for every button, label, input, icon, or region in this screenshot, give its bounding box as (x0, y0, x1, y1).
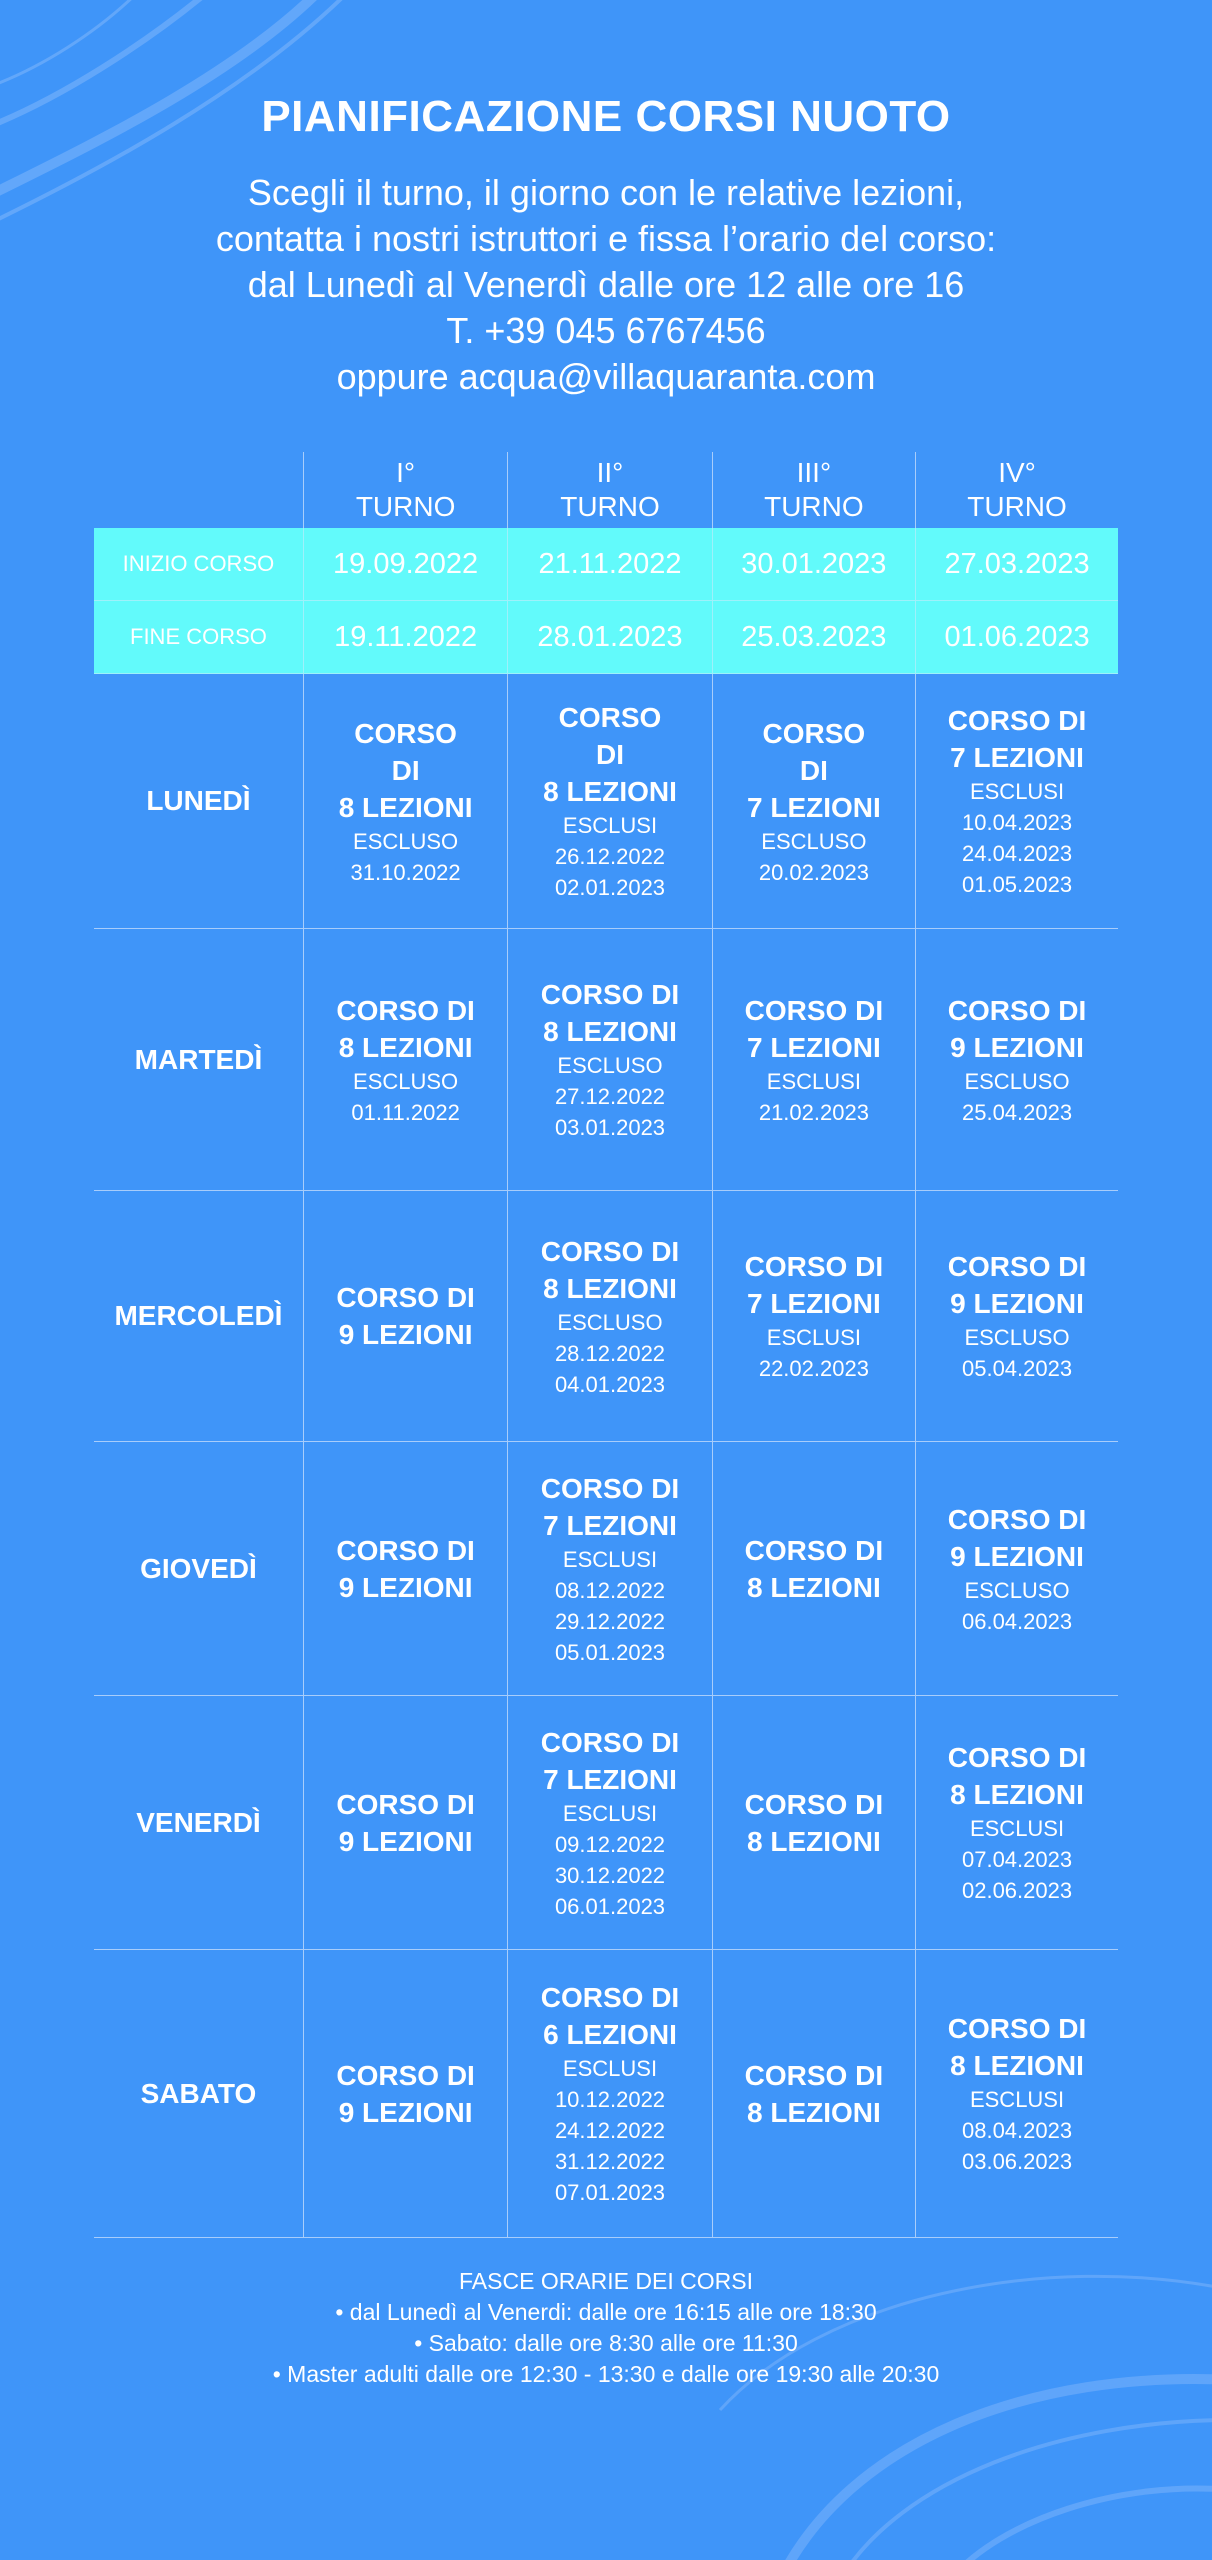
time-slot-item: • Sabato: dalle ore 8:30 alle ore 11:30 (414, 2330, 798, 2356)
course-lessons: CORSO DI (540, 1235, 680, 1267)
excluded-date: 07.01.2023 (554, 2180, 666, 2205)
course-lessons: CORSO DI (540, 1726, 680, 1758)
excluded-date: 09.12.2022 (554, 1831, 666, 1857)
excluded-date: 07.04.2023 (961, 1847, 1073, 1872)
course-cell (508, 1191, 712, 1442)
excluded-date: 01.11.2022 (351, 1099, 460, 1125)
course-lessons: CORSO DI (336, 994, 475, 1026)
course-cell (712, 929, 915, 1191)
fine-corso-row (94, 601, 1118, 674)
intro-text (0, 170, 1212, 400)
course-cell (303, 1950, 507, 2238)
end-date: 19.11.2022 (303, 601, 507, 674)
course-cell (303, 929, 507, 1191)
course-lessons: CORSO DI (947, 1251, 1087, 1282)
excluded-label: ESCLUSO (964, 1577, 1070, 1603)
course-time-slots (0, 2266, 1212, 2390)
end-date: 25.03.2023 (712, 601, 915, 674)
course-lessons: CORSO DI (744, 994, 884, 1026)
course-lessons: 8 LEZIONI (543, 776, 677, 807)
excluded-label: ESCLUSI (562, 2056, 658, 2081)
turno-header: I° TURNO (303, 452, 507, 528)
course-lessons: CORSO DI (947, 1742, 1087, 1773)
turno-header: II° TURNO (508, 452, 712, 528)
course-lessons: CORSO DI (540, 1472, 680, 1504)
course-lessons: CORSO DI (336, 2059, 475, 2091)
excluded-date: 25.04.2023 (961, 1099, 1073, 1125)
fine-corso-label: FINE CORSO (94, 601, 303, 674)
course-cell (303, 1191, 507, 1442)
day-row (94, 1442, 1118, 1696)
excluded-date: 06.04.2023 (961, 1608, 1073, 1634)
course-cell (712, 674, 915, 929)
course-lessons: CORSO DI (947, 705, 1087, 736)
course-cell (508, 1442, 712, 1696)
course-lessons: CORSO (354, 717, 457, 749)
course-cell (303, 1696, 507, 1950)
time-slots-title: FASCE ORARIE DEI CORSI (459, 2268, 753, 2294)
course-cell (712, 1442, 915, 1696)
course-cell (916, 1442, 1118, 1696)
day-row (94, 674, 1118, 929)
excluded-date: 20.02.2023 (758, 859, 869, 885)
excluded-label: ESCLUSO (557, 1309, 663, 1335)
excluded-date: 31.12.2022 (554, 2149, 666, 2174)
turno-header: III° TURNO (712, 452, 915, 528)
course-lessons: CORSO DI (540, 979, 680, 1010)
excluded-date: 10.12.2022 (554, 2087, 666, 2112)
course-lessons: CORSO DI (336, 1788, 475, 1820)
course-lessons: CORSO DI (744, 1251, 884, 1282)
excluded-date: 31.10.2022 (350, 859, 461, 885)
excluded-date: 02.06.2023 (961, 1878, 1073, 1903)
day-label: MERCOLEDÌ (94, 1191, 303, 1442)
excluded-date: 02.01.2023 (554, 875, 666, 900)
turno-header: IV° TURNO (916, 452, 1118, 528)
course-cell (916, 1696, 1118, 1950)
day-label: MARTEDÌ (94, 929, 303, 1191)
course-lessons: CORSO DI (947, 1503, 1087, 1535)
excluded-label: ESCLUSO (964, 1325, 1070, 1350)
excluded-date: 27.12.2022 (554, 1084, 666, 1109)
course-cell (712, 1191, 915, 1442)
day-row (94, 929, 1118, 1191)
course-cell (508, 1950, 712, 2238)
excluded-date: 03.06.2023 (961, 2149, 1073, 2174)
course-lessons: 9 LEZIONI (338, 1571, 473, 1603)
excluded-label: ESCLUSO (353, 828, 459, 854)
excluded-date: 05.01.2023 (554, 1639, 666, 1665)
phone-number: T. +39 045 6767456 (446, 310, 766, 351)
course-lessons: 7 LEZIONI (543, 1763, 677, 1795)
course-cell (712, 1950, 915, 2238)
excluded-label: ESCLUSO (964, 1068, 1070, 1094)
course-cell (303, 674, 507, 929)
course-lessons: CORSO DI (336, 1282, 475, 1313)
excluded-date: 04.01.2023 (554, 1371, 666, 1397)
header-empty (94, 452, 303, 528)
excluded-date: 30.12.2022 (554, 1862, 666, 1888)
end-date: 28.01.2023 (508, 601, 712, 674)
excluded-date: 05.04.2023 (961, 1356, 1073, 1381)
excluded-date: 03.01.2023 (554, 1115, 666, 1140)
day-row (94, 1950, 1118, 2238)
email-address: oppure acqua@villaquaranta.com (336, 356, 876, 397)
course-cell (712, 1696, 915, 1950)
course-lessons: CORSO DI (336, 1534, 475, 1566)
course-lessons: 8 LEZIONI (746, 2096, 881, 2128)
course-lessons: 8 LEZIONI (338, 791, 473, 823)
course-lessons: 8 LEZIONI (746, 1825, 881, 1857)
course-cell (303, 1442, 507, 1696)
schedule-table (94, 452, 1118, 2238)
day-label: GIOVEDÌ (94, 1442, 303, 1696)
day-label: VENERDÌ (94, 1696, 303, 1950)
course-lessons: CORSO DI (744, 2059, 884, 2091)
inizio-corso-label: INIZIO CORSO (94, 528, 303, 601)
course-lessons: 9 LEZIONI (950, 1540, 1084, 1572)
day-row (94, 1191, 1118, 1442)
excluded-label: ESCLUSI (766, 1325, 861, 1350)
course-lessons: CORSO DI (744, 1788, 884, 1820)
excluded-label: ESCLUSI (766, 1068, 861, 1094)
course-cell (916, 674, 1118, 929)
time-slot-item: • dal Lunedì al Venerdi: dalle ore 16:15 alle ore 18:30 (335, 2299, 877, 2325)
excluded-label: ESCLUSI (562, 1800, 658, 1826)
course-lessons: 6 LEZIONI (543, 2019, 677, 2050)
excluded-label: ESCLUSI (969, 2087, 1065, 2112)
course-cell (508, 1696, 712, 1950)
course-lessons: 7 LEZIONI (746, 1288, 881, 1319)
excluded-date: 08.04.2023 (961, 2118, 1073, 2143)
excluded-date: 28.12.2022 (554, 1340, 666, 1366)
course-lessons: 7 LEZIONI (746, 791, 881, 823)
day-rows (94, 674, 1118, 2238)
course-lessons: 8 LEZIONI (338, 1031, 473, 1063)
intro-line: contatta i nostri istruttori e fissa l’orario del corso: (215, 218, 997, 259)
time-slot-item: • Master adulti dalle ore 12:30 - 13:30 e dalle ore 19:30 alle 20:30 (272, 2361, 940, 2387)
course-lessons: 8 LEZIONI (950, 1779, 1084, 1810)
excluded-label: ESCLUSI (969, 779, 1065, 804)
excluded-date: 24.04.2023 (961, 841, 1073, 866)
excluded-date: 10.04.2023 (961, 810, 1073, 835)
course-lessons: 9 LEZIONI (338, 2096, 473, 2128)
course-lessons: 9 LEZIONI (950, 1288, 1084, 1319)
course-cell (916, 1191, 1118, 1442)
course-lessons: 9 LEZIONI (338, 1319, 473, 1350)
start-date: 19.09.2022 (303, 528, 507, 601)
excluded-date: 29.12.2022 (554, 1608, 666, 1634)
course-cell (916, 1950, 1118, 2238)
course-lessons: DI (799, 754, 828, 786)
excluded-label: ESCLUSI (562, 813, 658, 838)
excluded-label: ESCLUSI (562, 1546, 658, 1572)
excluded-label: ESCLUSI (969, 1816, 1065, 1841)
intro-line: Scegli il turno, il giorno con le relative lezioni, (247, 172, 965, 213)
excluded-date: 26.12.2022 (554, 844, 666, 869)
course-lessons: CORSO (558, 702, 662, 733)
course-lessons: 7 LEZIONI (746, 1031, 881, 1063)
start-date: 21.11.2022 (508, 528, 712, 601)
course-lessons: 8 LEZIONI (543, 1016, 677, 1047)
course-lessons: 9 LEZIONI (950, 1031, 1084, 1063)
course-lessons: 7 LEZIONI (950, 742, 1084, 773)
course-lessons: 8 LEZIONI (543, 1272, 677, 1304)
start-date: 30.01.2023 (712, 528, 915, 601)
course-lessons: 8 LEZIONI (746, 1571, 881, 1603)
course-cell (508, 674, 712, 929)
course-lessons: DI (391, 754, 420, 786)
course-lessons: DI (595, 739, 624, 770)
inizio-corso-row (94, 528, 1118, 601)
course-lessons: CORSO DI (540, 1982, 680, 2013)
day-label: SABATO (94, 1950, 303, 2238)
turni-header-row (94, 452, 1118, 528)
end-date: 01.06.2023 (916, 601, 1118, 674)
course-lessons: CORSO DI (947, 2013, 1087, 2044)
excluded-date: 21.02.2023 (758, 1099, 869, 1125)
intro-line: dal Lunedì al Venerdì dalle ore 12 alle ore 16 (247, 264, 965, 305)
excluded-date: 24.12.2022 (554, 2118, 666, 2143)
course-lessons: CORSO (762, 717, 866, 749)
excluded-label: ESCLUSO (557, 1053, 663, 1078)
excluded-date: 22.02.2023 (758, 1356, 869, 1381)
excluded-date: 01.05.2023 (961, 872, 1073, 897)
page-title: PIANIFICAZIONE CORSI NUOTO (261, 92, 951, 141)
excluded-date: 06.01.2023 (554, 1893, 666, 1919)
course-lessons: CORSO DI (744, 1534, 884, 1566)
course-lessons: 9 LEZIONI (338, 1825, 473, 1857)
course-lessons: 8 LEZIONI (950, 2050, 1084, 2081)
course-lessons: 7 LEZIONI (543, 1509, 677, 1541)
course-cell (916, 929, 1118, 1191)
excluded-date: 08.12.2022 (554, 1577, 666, 1603)
course-cell (508, 929, 712, 1191)
start-date: 27.03.2023 (916, 528, 1118, 601)
excluded-label: ESCLUSO (761, 828, 867, 854)
day-row (94, 1696, 1118, 1950)
excluded-label: ESCLUSO (353, 1068, 459, 1094)
course-lessons: CORSO DI (947, 994, 1087, 1026)
day-label: LUNEDÌ (94, 674, 303, 929)
